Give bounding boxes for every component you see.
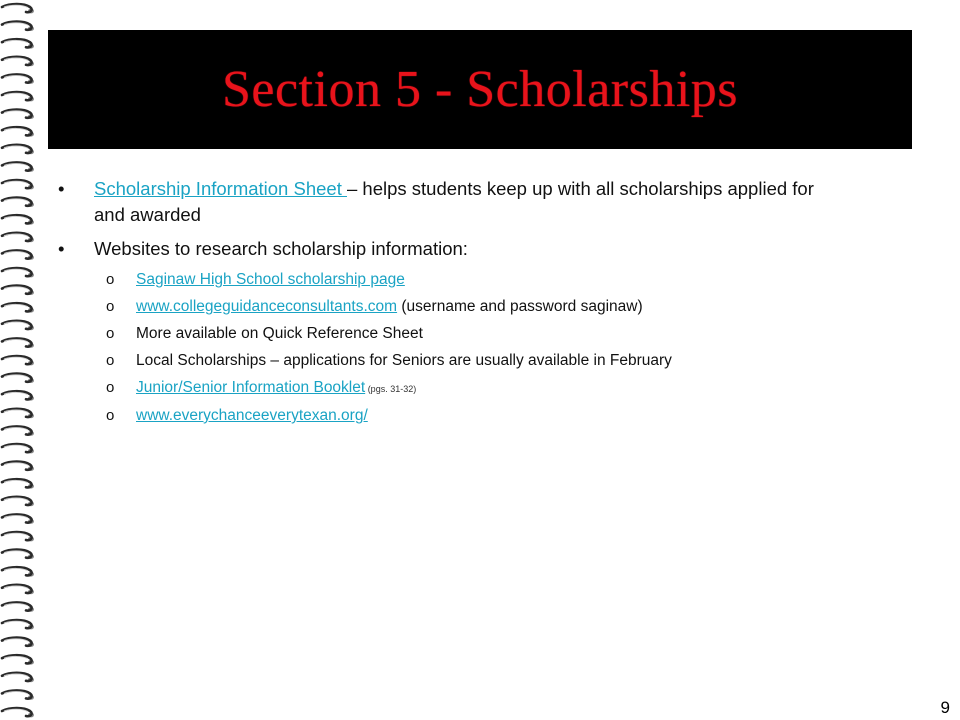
binding-ring — [2, 620, 34, 629]
binding-ring — [2, 268, 34, 277]
list-item-info-booklet — [106, 378, 818, 399]
binding-ring — [2, 4, 34, 13]
binding-ring — [2, 497, 34, 506]
binding-ring — [2, 233, 34, 242]
binding-ring — [2, 162, 34, 171]
binding-ring — [2, 180, 34, 189]
bullet-dot: • — [58, 178, 65, 199]
bullet-scholarship-sheet — [58, 176, 818, 228]
spiral-binding-icon — [0, 0, 44, 720]
sub-bullet: o — [106, 407, 115, 424]
binding-ring — [2, 638, 34, 647]
binding-ring — [2, 673, 34, 682]
sub-bullet: o — [106, 298, 115, 315]
binding-ring — [2, 338, 34, 347]
binding-ring — [2, 708, 34, 717]
binding-ring — [2, 286, 34, 295]
info-booklet-link[interactable]: Junior/Senior Information Booklet — [136, 379, 366, 396]
binding-ring — [2, 409, 34, 418]
binding-ring — [2, 110, 34, 119]
page-number: 9 — [940, 698, 950, 717]
binding-ring — [2, 57, 34, 66]
page-range-note: (pgs. 31-32) — [365, 384, 417, 394]
bullet-text: – helps students keep up with all scholarships applied for and awarded — [94, 178, 814, 225]
list-item-text: (username and password saginaw) — [397, 298, 643, 315]
sub-bullet: o — [106, 271, 115, 288]
binding-ring — [2, 303, 34, 312]
list-item-college-guidance — [106, 297, 818, 317]
bullet-websites — [58, 236, 818, 262]
list-item-text: Local Scholarships – applications for Seniors are usually available in February — [136, 352, 672, 369]
saginaw-scholarship-link[interactable]: Saginaw High School scholarship page — [136, 271, 405, 288]
binding-ring — [2, 426, 34, 435]
slide-content — [58, 176, 818, 433]
college-guidance-link[interactable]: www.collegeguidanceconsultants.com — [136, 298, 398, 315]
binding-ring — [2, 374, 34, 383]
bullet-text: Websites to research scholarship information: — [94, 238, 468, 259]
binding-ring — [2, 92, 34, 101]
list-item-quick-reference — [106, 324, 818, 344]
sub-bullet: o — [106, 325, 115, 342]
binding-ring — [2, 127, 34, 136]
binding-ring — [2, 567, 34, 576]
list-item-saginaw-page — [106, 270, 818, 290]
binding-ring — [2, 690, 34, 699]
bullet-dot: • — [58, 238, 65, 259]
binding-ring — [2, 514, 34, 523]
title-bar — [48, 30, 912, 149]
binding-ring — [2, 321, 34, 330]
every-chance-link[interactable]: www.everychanceeverytexan.org/ — [136, 407, 368, 424]
page-title: Section 5 - Scholarships — [221, 61, 739, 118]
binding-ring — [2, 532, 34, 541]
scholarship-sheet-link[interactable]: Scholarship Information Sheet — [94, 178, 347, 199]
binding-ring — [2, 602, 34, 611]
binding-ring — [2, 550, 34, 559]
binding-ring — [2, 215, 34, 224]
list-item-text: More available on Quick Reference Sheet — [136, 325, 423, 342]
binding-ring — [2, 198, 34, 207]
sub-bullet: o — [106, 379, 115, 396]
list-item-every-chance — [106, 406, 818, 426]
binding-ring — [2, 145, 34, 154]
websites-list — [106, 270, 818, 426]
sub-bullet: o — [106, 352, 115, 369]
binding-ring — [2, 22, 34, 31]
binding-ring — [2, 74, 34, 83]
binding-ring — [2, 585, 34, 594]
binding-ring — [2, 250, 34, 259]
binding-ring — [2, 391, 34, 400]
binding-ring — [2, 462, 34, 471]
list-item-local-scholarships — [106, 351, 818, 371]
binding-ring — [2, 356, 34, 365]
binding-ring — [2, 655, 34, 664]
binding-ring — [2, 39, 34, 48]
binding-ring — [2, 444, 34, 453]
binding-ring — [2, 479, 34, 488]
